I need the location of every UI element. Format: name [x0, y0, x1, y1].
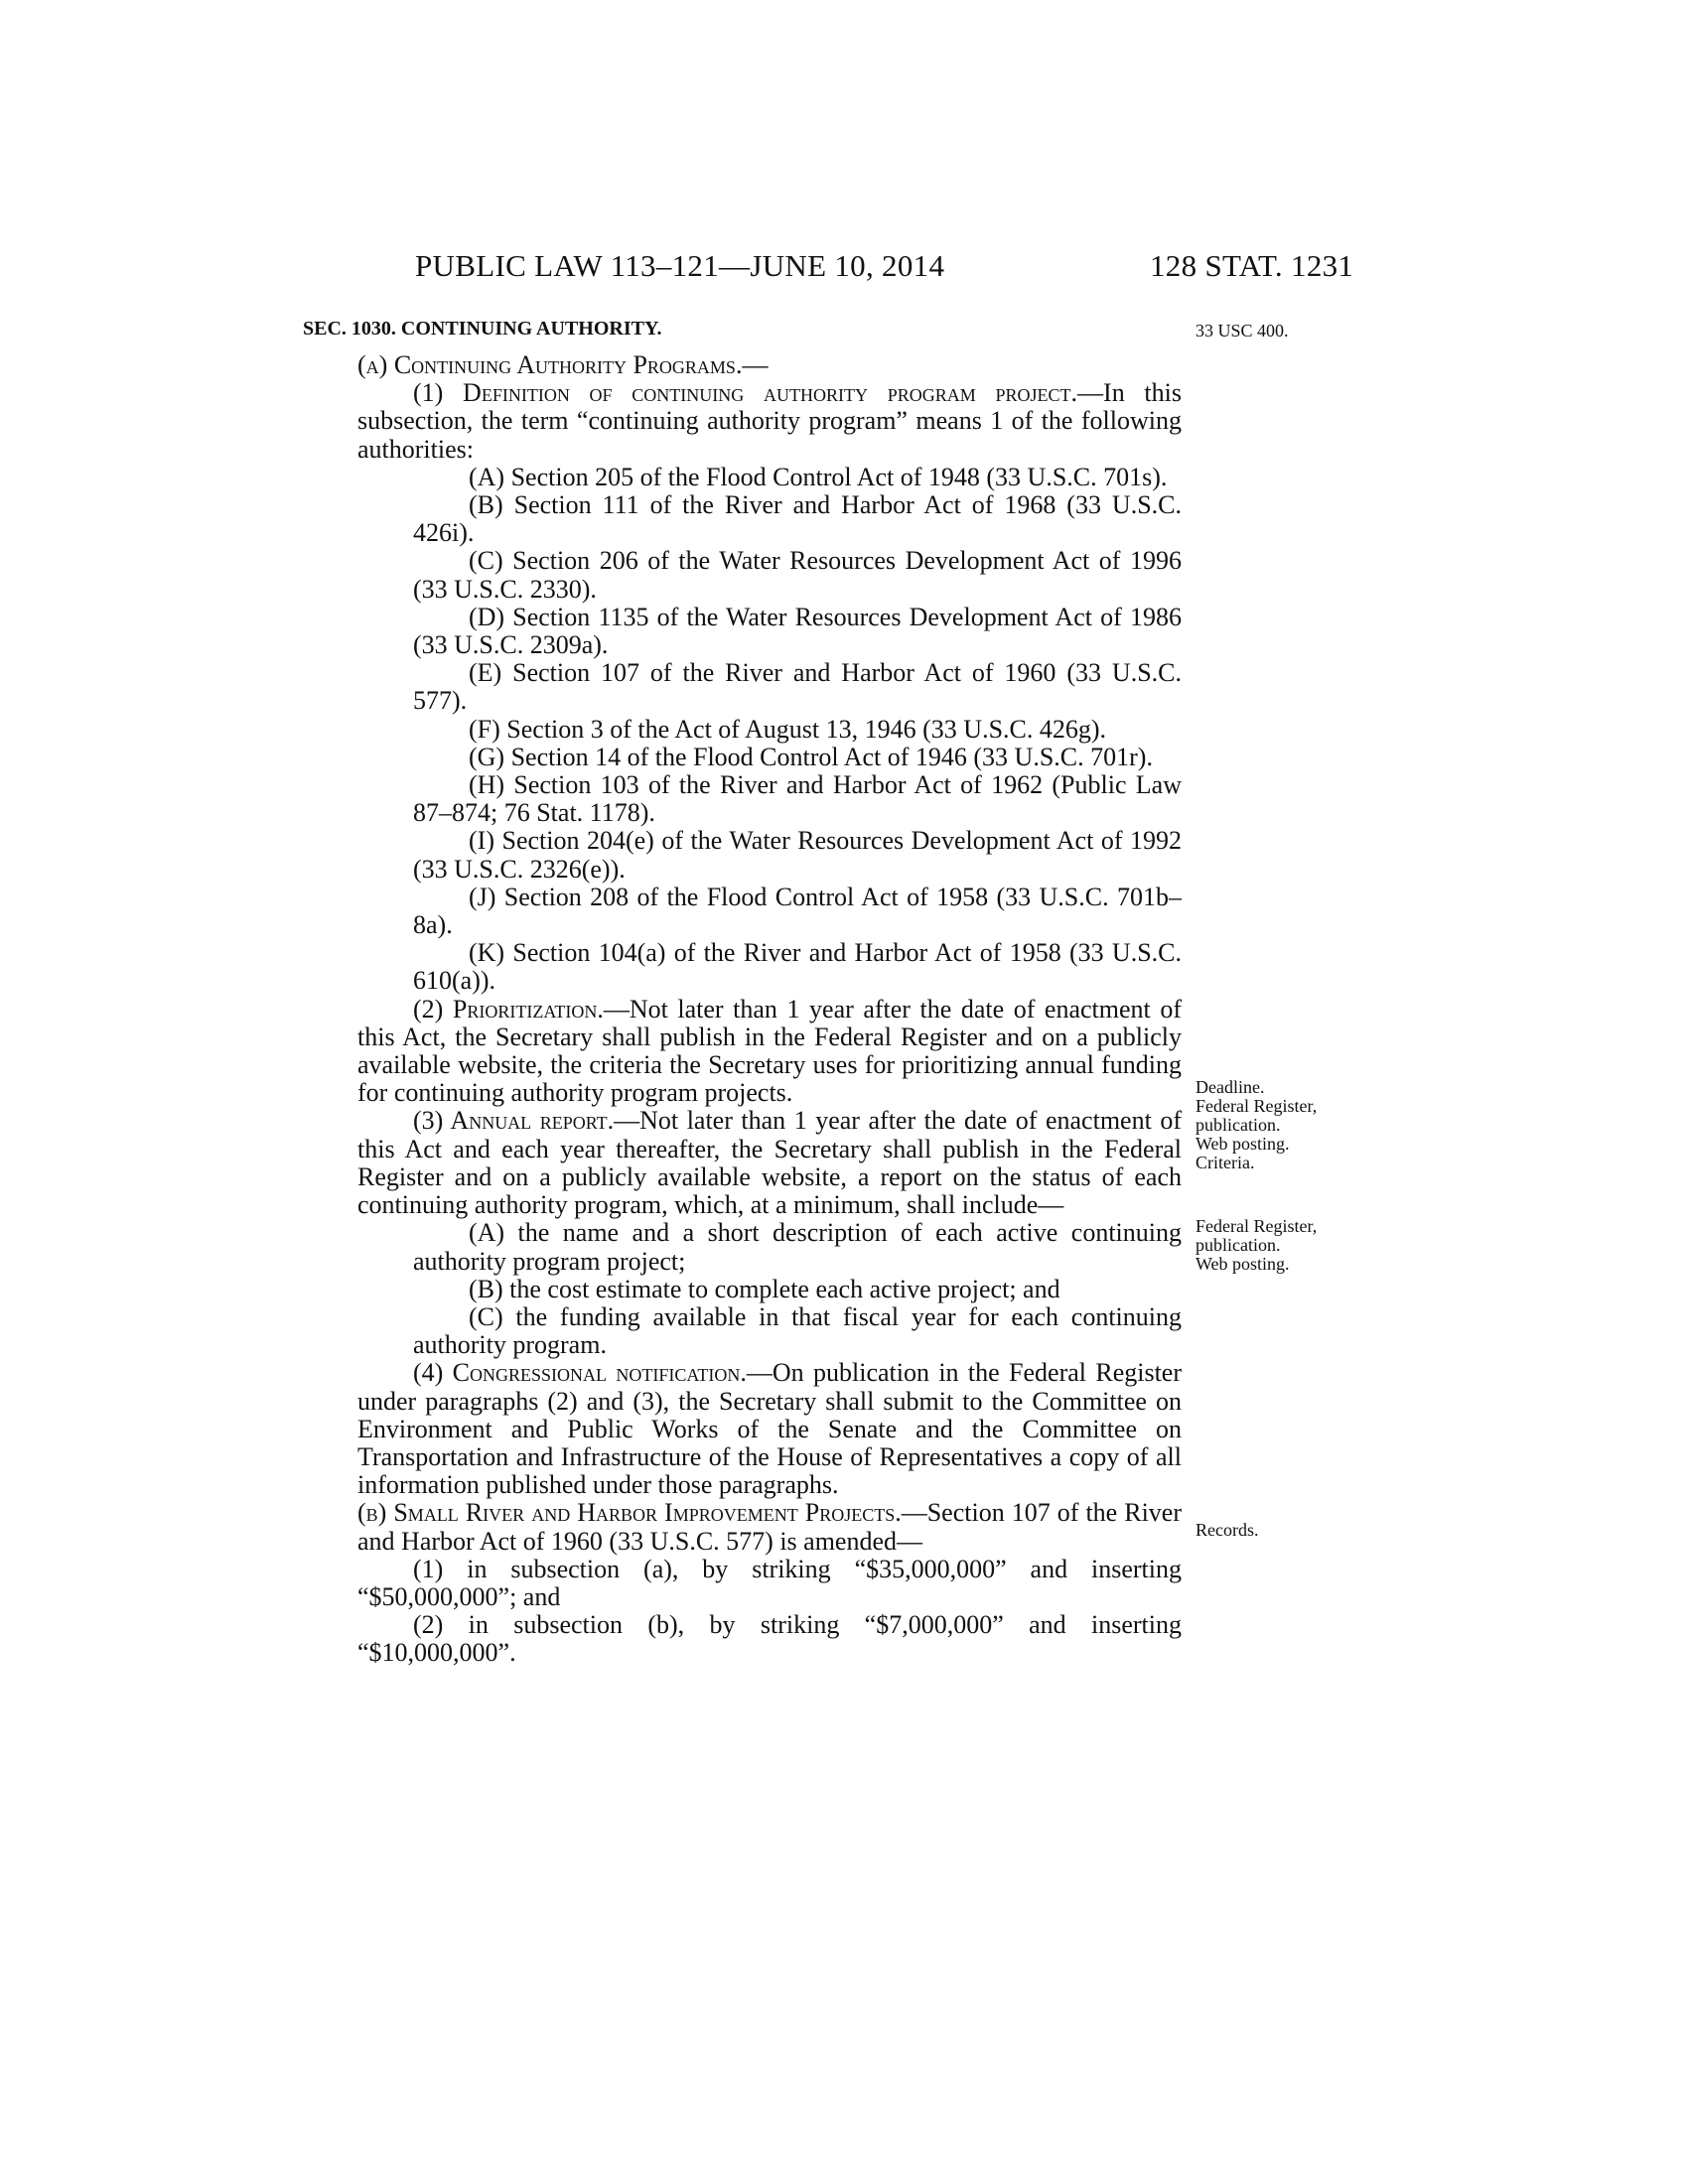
- paragraph-2-text: —Not later than 1 year after the date of enactment of this Act, the Secretary shall publish in the Federal Register and on a publicly available website, the criteria the Secretary uses for prioritizing annual funding for continuing authority program projects.: [357, 994, 1182, 1108]
- paragraph-1-heading: (1) Definition of continuing authority program project.: [413, 378, 1078, 408]
- paragraph-1: [357, 379, 1182, 464]
- margin-note-notification: [1196, 1521, 1394, 1540]
- authority-item: (A) Section 205 of the Flood Control Act of 1948 (33 U.S.C. 701s).: [469, 462, 1168, 491]
- subsection-b-heading: (b) Small River and Harbor Improvement Projects.: [357, 1498, 902, 1528]
- authority-item: (F) Section 3 of the Act of August 13, 1946 (33 U.S.C. 426g).: [469, 714, 1107, 744]
- margin-note-line: Deadline.: [1196, 1077, 1265, 1097]
- paragraph-2-heading: (2) Prioritization.: [413, 994, 604, 1024]
- margin-note-line: Web posting.: [1196, 1134, 1290, 1154]
- amendment-item: (1) in subsection (a), by striking “$35,000,000” and inserting “$50,000,000”; and: [357, 1554, 1182, 1611]
- margin-note-line: publication.: [1196, 1235, 1281, 1255]
- paragraph-4-heading: (4) Congressional notification.: [413, 1358, 747, 1388]
- authority-item: (H) Section 103 of the River and Harbor Act of 1962 (Public Law 87–874; 76 Stat. 1178).: [413, 770, 1182, 828]
- subsection-a-title: (a) Continuing Authority Programs.—: [357, 350, 769, 379]
- authority-item: (I) Section 204(e) of the Water Resources Development Act of 1992 (33 U.S.C. 2326(e)).: [413, 826, 1182, 884]
- report-item: (B) the cost estimate to complete each active project; and: [469, 1274, 1060, 1303]
- subsection-b-text: —Section 107 of the River and Harbor Act of 1960 (33 U.S.C. 577) is amended—: [357, 1498, 1182, 1556]
- statute-body: [357, 351, 1182, 1668]
- amendment-item: (2) in subsection (b), by striking “$7,000,000” and inserting “$10,000,000”.: [357, 1610, 1182, 1668]
- margin-note-line: Web posting.: [1196, 1254, 1290, 1274]
- paragraph-4: [357, 1359, 1182, 1499]
- authority-item: (K) Section 104(a) of the River and Harbor Act of 1958 (33 U.S.C. 610(a)).: [413, 938, 1182, 996]
- authority-item: (G) Section 14 of the Flood Control Act of 1946 (33 U.S.C. 701r).: [469, 742, 1153, 771]
- authority-item: (C) Section 206 of the Water Resources Development Act of 1996 (33 U.S.C. 2330).: [413, 546, 1182, 604]
- margin-note-line: publication.: [1196, 1115, 1281, 1135]
- subsection-a-heading: [357, 351, 1182, 379]
- paragraph-4-text: —On publication in the Federal Register under paragraphs (2) and (3), the Secretary shall submit to the Committee on Environment and Public Works of the Senate and the Committee on Transportation and Infrastructure of the House of Representatives a copy of all information published under those paragraphs.: [357, 1358, 1182, 1500]
- authority-item: (B) Section 111 of the River and Harbor Act of 1968 (33 U.S.C. 426i).: [413, 490, 1182, 548]
- running-header-page-number: 128 STAT. 1231: [1150, 248, 1354, 283]
- margin-note-line: Federal Register,: [1196, 1216, 1318, 1236]
- report-item: (C) the funding available in that fiscal year for each continuing authority program.: [413, 1301, 1182, 1360]
- margin-note-line: Records.: [1196, 1520, 1259, 1540]
- subsection-b: [357, 1499, 1182, 1555]
- margin-note-prioritization: [1196, 1078, 1394, 1172]
- running-header-title: PUBLIC LAW 113–121—JUNE 10, 2014: [415, 248, 945, 283]
- margin-note-line: Criteria.: [1196, 1153, 1255, 1172]
- paragraph-3: [357, 1107, 1182, 1219]
- margin-note-annual-report: [1196, 1217, 1394, 1274]
- report-item: (A) the name and a short description of each active continuing authority program project;: [413, 1218, 1182, 1276]
- paragraph-1-text: —In this subsection, the term “continuing authority program” means 1 of the following authorities:: [357, 378, 1182, 464]
- authority-item: (J) Section 208 of the Flood Control Act of 1958 (33 U.S.C. 701b–8a).: [413, 882, 1182, 940]
- margin-note-line: Federal Register,: [1196, 1096, 1318, 1116]
- margin-note-usc: 33 USC 400.: [1196, 321, 1289, 341]
- section-heading: SEC. 1030. CONTINUING AUTHORITY.: [303, 318, 662, 340]
- paragraph-2: [357, 996, 1182, 1108]
- authority-item: (E) Section 107 of the River and Harbor Act of 1960 (33 U.S.C. 577).: [413, 658, 1182, 716]
- paragraph-3-heading: (3) Annual report.: [413, 1106, 615, 1136]
- authority-item: (D) Section 1135 of the Water Resources Development Act of 1986 (33 U.S.C. 2309a).: [413, 602, 1182, 660]
- paragraph-3-text: —Not later than 1 year after the date of enactment of this Act and each year thereafter, the Secretary shall publish in the Federal Register and on a publicly available website, a report on the status of each continuing authority program, which, at a minimum, shall include—: [357, 1106, 1182, 1220]
